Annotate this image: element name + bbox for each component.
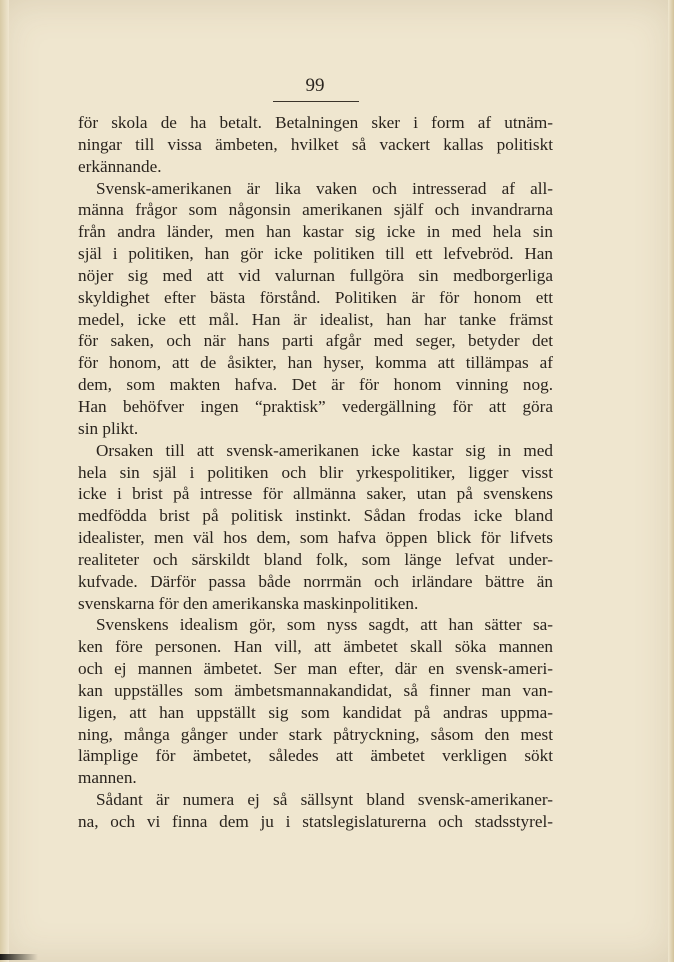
scan-corner-mark (0, 954, 38, 960)
text-line: ligen, att han uppställt sig som kandidat på andras uppma- (78, 702, 553, 722)
text-line: lämplige för ämbetet, således att ämbetet verkligen sökt (78, 746, 553, 766)
text-line: Svenskens idealism gör, som nyss sagdt, att han sätter sa- (96, 615, 553, 635)
text-line: ning, många gånger under stark påtryckning, såsom den mest (78, 724, 553, 744)
text-line: för honom, att de åsikter, han hyser, komma att tillämpas af (78, 353, 553, 373)
text-line: realiteter och särskildt bland folk, som länge lefvat under- (78, 549, 553, 569)
text-line: ken före personen. Han vill, att ämbetet skall söka mannen (78, 637, 553, 657)
text-line: icke i brist på intresse för allmänna saker, utan på svenskens (78, 484, 553, 504)
text-line: hela sin själ i politiken och blir yrkespolitiker, ligger visst (78, 462, 553, 482)
text-line: nöjer sig med att vid valurnan fullgöra sin medborgerliga (78, 265, 553, 285)
text-line: Svensk-amerikanen är lika vaken och intresserad af all- (96, 178, 553, 198)
text-line: dem, som makten hafva. Det är för honom vinning nog. (78, 375, 553, 395)
text-line: och ej mannen ämbetet. Ser man efter, där en svensk-ameri- (78, 659, 553, 679)
text-line: na, och vi finna dem ju i statslegislaturerna och stadsstyrel- (78, 812, 553, 831)
text-line: för skola de ha betalt. Betalningen sker i form af utnäm- (78, 113, 553, 132)
body-text (78, 112, 553, 833)
page-right-edge (668, 0, 674, 962)
page-left-edge (0, 0, 9, 962)
text-line: idealister, men väl hos dem, som hafva öppen blick för lifvets (78, 528, 553, 548)
text-line: Orsaken till att svensk-amerikanen icke kastar sig in med (96, 440, 553, 460)
page-number-rule (273, 101, 359, 102)
text-line: männa frågor som någonsin amerikanen själf och invandrarna (78, 200, 553, 220)
page-number: 99 (305, 75, 325, 96)
text-line: kan uppställes som ämbetsmannakandidat, så finner man van- (78, 680, 553, 700)
text-line: själ i politiken, han gör icke politiken till ett lefvebröd. Han (78, 244, 553, 264)
text-line: ningar till vissa ämbeten, hvilket så vackert kallas politiskt (78, 134, 553, 154)
text-line: kufvade. Därför passa både norrmän och irländare bättre än (78, 571, 553, 591)
text-line: skyldighet efter bästa förstånd. Politiken är för honom ett (78, 287, 553, 307)
text-line: svenskarna för den amerikanska maskinpolitiken. (78, 593, 419, 613)
text-line: för saken, och när hans parti afgår med seger, betyder det (78, 331, 553, 351)
text-line: Han behöfver ingen “praktisk” vedergällning för att göra (78, 396, 553, 416)
text-line: medfödda brist på politisk instinkt. Sådan frodas icke bland (78, 506, 553, 526)
text-line: från andra länder, men han kastar sig icke in med hela sin (78, 222, 553, 242)
text-line: sin plikt. (78, 418, 139, 438)
text-line: Sådant är numera ej så sällsynt bland svensk-amerikaner- (96, 790, 553, 810)
text-line: erkännande. (78, 156, 162, 176)
text-line: medel, icke ett mål. Han är idealist, han har tanke främst (78, 309, 553, 329)
text-line: mannen. (78, 768, 137, 788)
